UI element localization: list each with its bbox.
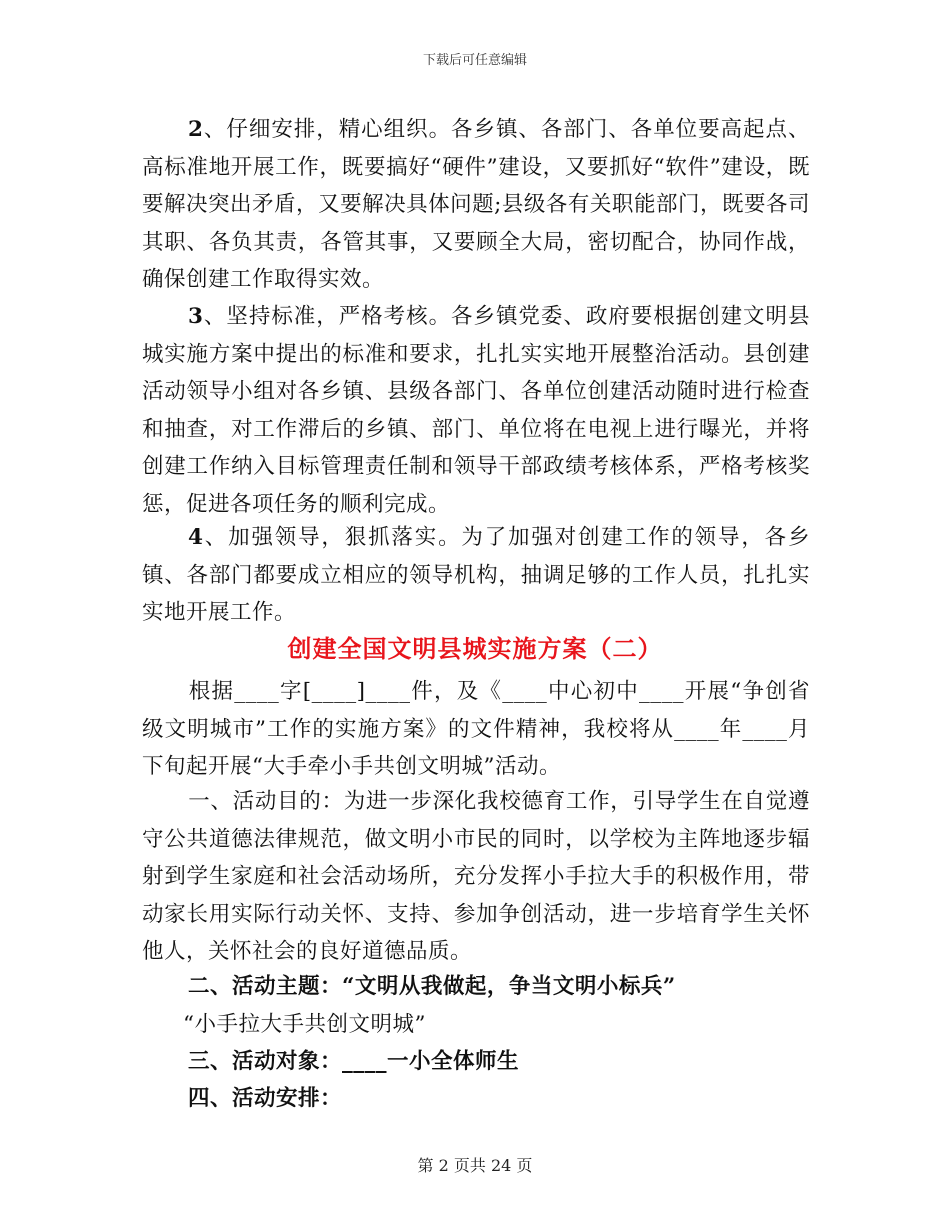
schedule-heading: 四、活动安排： <box>188 1086 343 1111</box>
item-text: 、仔细安排，精心组织。各乡镇、各部门、各单位要高起点、高标准地开展工作，既要搞好“硬件”建设，又要抓好“软件”建设，既要解决突出矛盾，又要解决具体问题;县级各有关职能部门，既要各司其职、各负其责，各管其事，又要顾全大局，密切配合，协同作战，确保创建工作取得实效。 <box>142 117 810 292</box>
paragraph-item-3 <box>142 298 810 523</box>
theme-heading: 二、活动主题：“文明从我做起，争当文明小标兵” <box>188 974 676 999</box>
purpose-text: 一、活动目的：为进一步深化我校德育工作，引导学生在自觉遵守公共道德法律规范，做文明小市民的同时，以学校为主阵地逐步辐射到学生家庭和社会活动场所，充分发挥小手拉大手的积极作用，带动家长用实际行动关怀、支持、参加争创活动，进一步培育学生关怀他人，关怀社会的良好道德品质。 <box>142 789 810 964</box>
paragraph-item-2 <box>142 111 810 299</box>
item-text: 、坚持标准，严格考核。各乡镇党委、政府要根据创建文明县城实施方案中提出的标准和要求，扎扎实实地开展整治活动。县创建活动领导小组对各乡镇、县级各部门、各单位创建活动随时进行检查和抽查，对工作滞后的乡镇、部门、单位将在电视上进行曝光，并将创建工作纳入目标管理责任制和领导干部政绩考核体系，严格考核奖惩，促进各项任务的顺利完成。 <box>142 304 810 517</box>
theme-subtitle: “小手拉大手共创文明城” <box>183 1012 426 1037</box>
intro-paragraph <box>142 673 810 786</box>
intro-text: 根据____字[____]____件，及《____中心初中____开展“争创省级文明城市”工作的实施方案》的文件精神，我校将从____年____月下旬起开展“大手牵小手共创文明城”活动。 <box>142 679 810 779</box>
section-title: 创建全国文明县城实施方案（二） <box>287 634 663 663</box>
item-number: 3 <box>188 304 204 329</box>
target-heading: 三、活动对象：____一小全体师生 <box>188 1049 520 1074</box>
item-text: 、加强领导，狠抓落实。为了加强对创建工作的领导，各乡镇、各部门都要成立相应的领导机构，抽调足够的工作人员，扎扎实实地开展工作。 <box>142 525 810 625</box>
page-footer: 第 2 页共 24 页 <box>417 1156 533 1175</box>
item-number: 2 <box>188 117 204 142</box>
paragraph-item-4 <box>142 519 810 632</box>
purpose-paragraph <box>142 783 810 971</box>
item-number: 4 <box>188 525 204 550</box>
page-header: 下载后可任意编辑 <box>422 53 527 68</box>
